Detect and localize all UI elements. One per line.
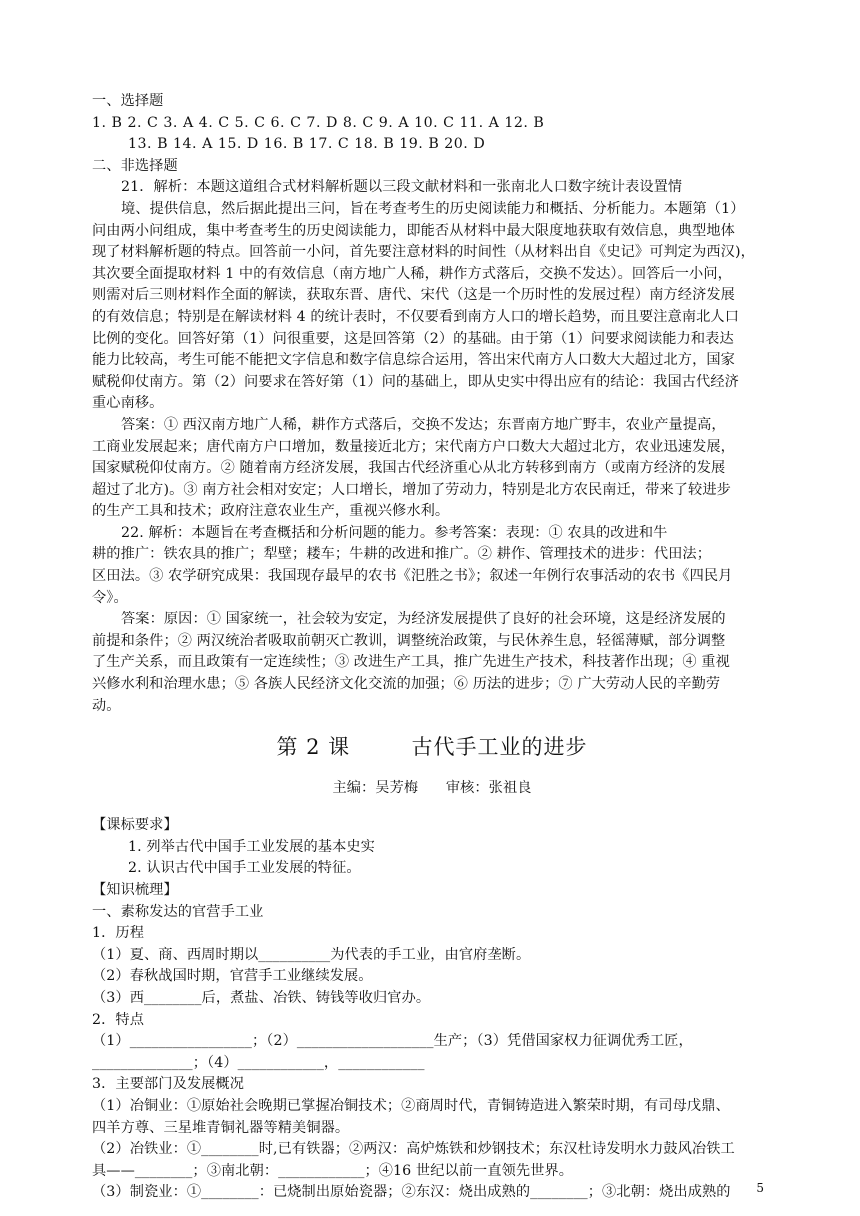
history-item: （3）西________后，煮盐、冶铁、铸钱等收归官办。 [92,989,431,1006]
curriculum-heading: 【课标要求】 [92,817,178,834]
q22-answer-line: 了生产关系，而且政策有一定连续性；③ 改进生产工具，推广先进生产技术，科技著作出现；④ 重视 [92,654,730,671]
history-heading: 1．历程 [92,925,144,942]
q21-analysis-line: 比例的变化。回答好第（1）问很重要，这是回答第（2）的基础。由于第（1）问要求阅读能力和表达 [92,330,734,347]
q22-analysis-line: 令》。 [92,589,128,606]
sectors-line: （2）冶铁业：①________时,已有铁器；②两汉：高炉炼铁和炒钢技术；东汉杜诗发明水力鼓风冶铁工 [92,1141,735,1158]
history-item: （1）夏、商、西周时期以__________为代表的手工业，由官府垄断。 [92,946,531,963]
choice-answers-line-1: 1. B 2. C 3. A 4. C 5. C 6. C 7. D 8. C 9. A 10. C 11. A 12. B [92,114,545,131]
section-heading-choice: 一、选择题 [92,93,164,109]
page-content [92,91,772,1204]
q21-analysis-line: 境、提供信息，然后据此提出三问，旨在考查考生的历史阅读能力和概括、分析能力。本题第（1） [121,200,745,217]
q22-answer-line: 答案：原因：① 国家统一，社会较为安定，为经济发展提供了良好的社会环境，这是经济发展的 [121,611,726,628]
curriculum-item: 2. 认识古代中国手工业发展的特征。 [128,860,361,877]
q21-answer-line: 工商业发展起来；唐代南方户口增加，数量接近北方；宋代南方户口数大大超过北方，农业迅速发展， [92,438,735,455]
sectors-heading: 3．主要部门及发展概况 [92,1076,245,1093]
section-heading-nonchoice: 二、非选择题 [92,157,178,174]
q21-analysis-line: 的有效信息；特别是在解读材料 4 的统计表时，不仅要看到南方人口的增长趋势，而且要注意南北人口 [92,308,739,325]
q22-analysis-line: 区田法。③ 农学研究成果：我国现存最早的农书《汜胜之书》；叙述一年例行农事活动的农书《四民月 [92,568,733,585]
q22-analysis-line: 耕的推广：铁农具的推广；犁壁；耧车；牛耕的改进和推广。② 耕作、管理技术的进步：代田法； [92,546,711,563]
q21-analysis-line: 能力比较高，考生可能不能把文字信息和数字信息综合运用，答出宋代南方人口数大大超过北方，国家 [92,352,735,369]
choice-answers-line-2: 13. B 14. A 15. D 16. B 17. C 18. B 19. B 20. D [128,136,486,153]
part-one-heading: 一、素称发达的官营手工业 [92,903,264,920]
q21-analysis-line: 其次要全面提取材料 1 中的有效信息（南方地广人稀，耕作方式落后，交换不发达）。回答后一小问， [92,265,732,282]
q21-analysis-line: 则需对后三则材料作全面的解读，获取东晋、唐代、宋代（这是一个历时性的发展过程）南方经济发展 [92,287,735,304]
q21-answer-line: 答案：① 西汉南方地广人稀，耕作方式落后，交换不发达；东晋南方地广野丰，农业产量提高， [121,416,726,433]
q22-answer-line: 前提和条件；② 两汉统治者吸取前朝灭亡教训，调整统治政策，与民休养生息，轻徭薄赋，部分调整 [92,632,726,649]
q21-answer-line: 国家赋税仰仗南方。② 随着南方经济发展，我国古代经济重心从北方转移到南方（或南方经济的发展 [92,460,726,477]
q22-analysis-line: 22. 解析：本题旨在考查概括和分析问题的能力。参考答案：表现：① 农具的改进和牛 [121,524,668,541]
sectors-line: 四羊方尊、三星堆青铜礼器等精美铜器。 [92,1119,350,1136]
sectors-line: （1）冶铜业：①原始社会晚期已掌握冶铜技术；②商周时代，青铜铸造进入繁荣时期，有司母戊鼎、 [92,1097,730,1114]
sectors-line: 具——________；③南北朝：____________；④16 世纪以前一直领先世界。 [92,1162,574,1179]
q21-analysis-line: 赋税仰仗南方。第（2）问要求在答好第（1）问的基础上，即从史实中得出应有的结论：我国古代经济 [92,373,739,390]
features-line: （1）_________________；（2）___________________生产；（3）凭借国家权力征调优秀工匠， [92,1033,693,1050]
q22-answer-line: 动。 [92,697,121,714]
q21-analysis-line: 21．解析：本题这道组合式材料解析题以三段文献材料和一张南北人口数字统计表设置情 [121,179,683,196]
page-number: 5 [756,1181,764,1195]
sectors-line: （3）制瓷业：①________：已烧制出原始瓷器；②东汉：烧出成熟的________；③北朝：烧出成熟的 [92,1184,731,1201]
features-line: ______________；（4）____________，____________ [92,1054,425,1071]
editors-line: 主编：吴芳梅 审核：张祖良 [332,780,532,797]
q21-analysis-line: 问由两小问组成，集中考查考生的历史阅读能力，即能否从材料中最大限度地获取有效信息，典型地体 [92,222,735,239]
q21-analysis-line: 现了材料解析题的特点。回答前一小问，首先要注意材料的时间性（从材料出自《史记》可判定为西汉)， [92,244,755,261]
q22-answer-line: 兴修水利和治理水患；⑤ 各族人民经济文化交流的加强；⑥ 历法的进步；⑦ 广大劳动人民的辛勤劳 [92,676,721,693]
q21-analysis-line: 重心南移。 [92,395,164,412]
features-heading: 2．特点 [92,1011,144,1028]
history-item: （2）春秋战国时期，官营手工业继续发展。 [92,968,373,985]
lesson-title: 第 2 课 古代手工业的进步 [276,735,588,760]
q21-answer-line: 超过了北方)。③ 南方社会相对安定；人口增长，增加了劳动力，特别是北方农民南迁，带来了较进步 [92,481,731,498]
knowledge-heading: 【知识梳理】 [92,882,178,898]
q21-answer-line: 的生产工具和技术；政府注意农业生产，重视兴修水利。 [92,503,450,520]
curriculum-item: 1. 列举古代中国手工业发展的基本史实 [128,838,375,855]
